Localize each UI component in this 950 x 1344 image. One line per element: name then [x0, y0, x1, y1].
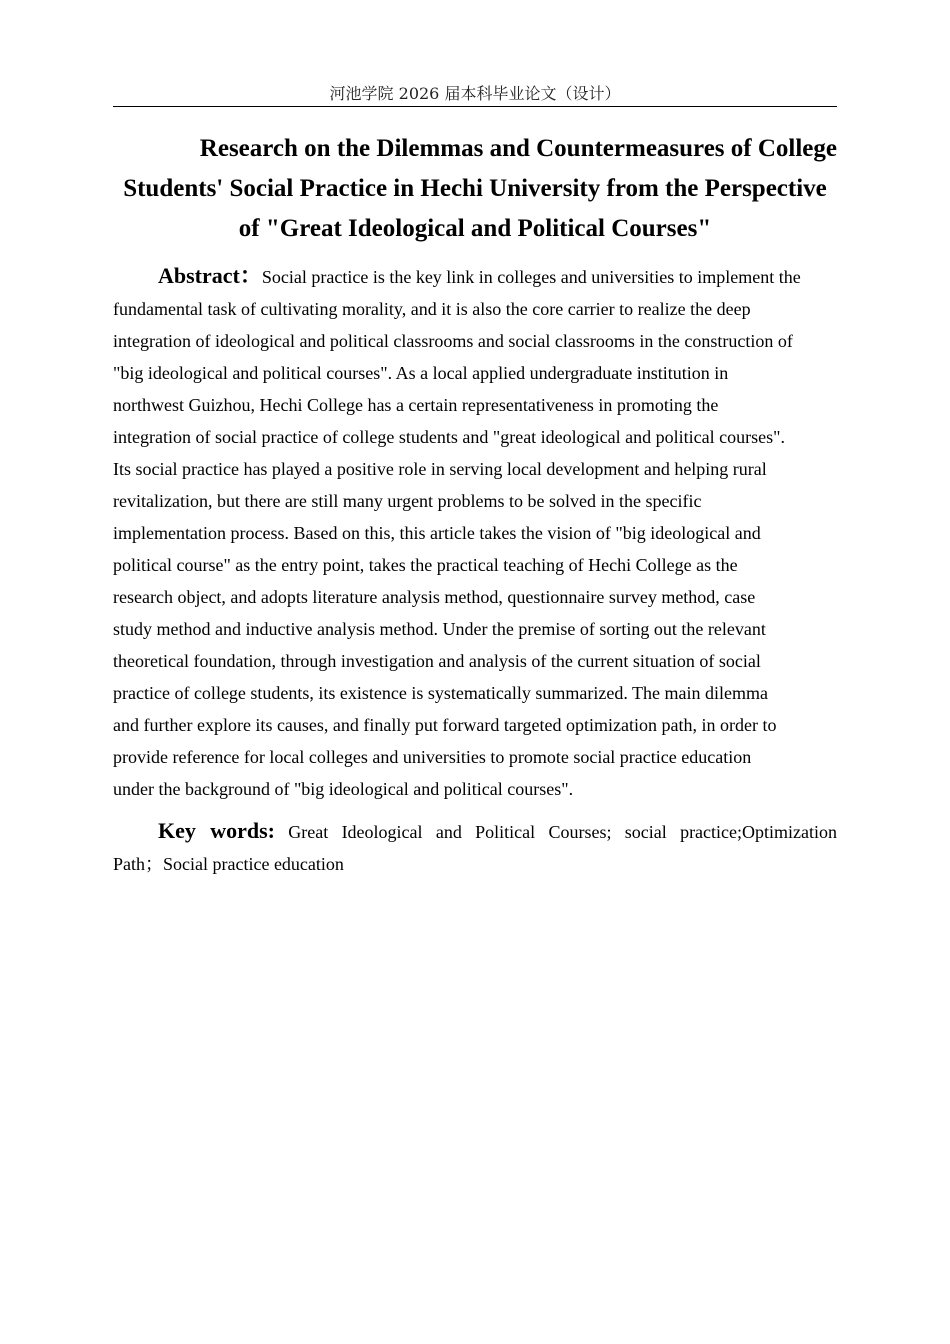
abstract-line: practice of college students, its existence is systematically summarized. The main dilemma — [113, 683, 768, 703]
abstract-line-1 — [113, 260, 837, 293]
keywords-line-1 — [113, 815, 837, 848]
abstract-line: under the background of "big ideological and political courses". — [113, 779, 574, 799]
abstract-line: provide reference for local colleges and universities to promote social practice education — [113, 747, 752, 767]
abstract-line: integration of ideological and political classrooms and social classrooms in the construction of — [113, 331, 793, 351]
keywords-label: Key words: — [158, 818, 275, 843]
abstract-line: implementation process. Based on this, this article takes the vision of "big ideological and — [113, 523, 761, 543]
keywords-section — [113, 815, 837, 880]
running-header: 河池学院 2026 届本科毕业论文（设计） — [329, 84, 621, 103]
abstract-line: political course" as the entry point, takes the practical teaching of Hechi College as the — [113, 555, 738, 575]
paper-title — [113, 129, 837, 249]
abstract-section — [113, 260, 837, 805]
abstract-line: research object, and adopts literature analysis method, questionnaire survey method, case — [113, 587, 756, 607]
title-line-1: Research on the Dilemmas and Countermeasures of College — [199, 135, 837, 162]
abstract-text: Social practice is the key link in colleges and universities to implement the — [261, 267, 801, 287]
abstract-line: theoretical foundation, through investigation and analysis of the current situation of social — [113, 651, 761, 671]
title-line-3: of "Great Ideological and Political Courses" — [238, 215, 712, 242]
abstract-line: study method and inductive analysis method. Under the premise of sorting out the relevant — [113, 619, 766, 639]
title-line-2: Students' Social Practice in Hechi University from the Perspective — [123, 175, 827, 202]
abstract-label: Abstract： — [158, 263, 262, 288]
keywords-text: Great Ideological and Political Courses; social practice;Optimization — [288, 822, 837, 842]
abstract-line: and further explore its causes, and finally put forward targeted optimization path, in order to — [113, 715, 777, 735]
abstract-line: integration of social practice of college students and "great ideological and political courses". — [113, 427, 785, 447]
abstract-line: revitalization, but there are still many urgent problems to be solved in the specific — [113, 491, 702, 511]
abstract-line: fundamental task of cultivating morality, and it is also the core carrier to realize the deep — [113, 299, 751, 319]
abstract-line: northwest Guizhou, Hechi College has a certain representativeness in promoting the — [113, 395, 719, 415]
keywords-line-2: Path；Social practice education — [113, 854, 344, 874]
abstract-line: "big ideological and political courses". As a local applied undergraduate institution in — [113, 363, 729, 383]
header-rule — [113, 106, 837, 107]
abstract-line: Its social practice has played a positive role in serving local development and helping rural — [113, 459, 767, 479]
